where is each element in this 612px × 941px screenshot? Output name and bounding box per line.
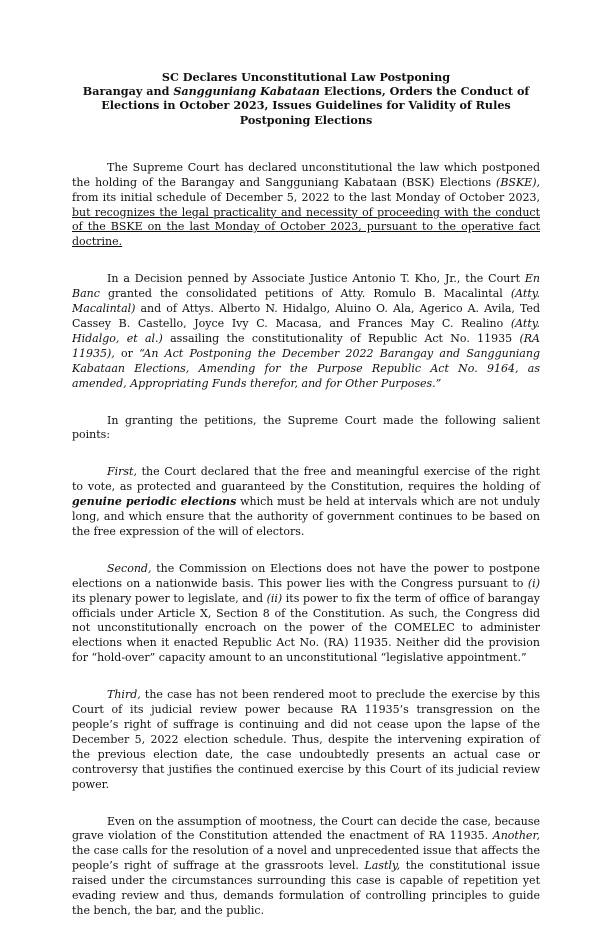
paragraph-first-point <box>72 465 540 540</box>
p5-italic-2: (i) <box>527 576 540 590</box>
p2-italic-4: (RA 11935), <box>72 331 540 360</box>
title-line-4: Postponing Elections <box>239 112 373 127</box>
document-page <box>72 70 540 941</box>
title-line-2-end: Elections, Orders the Conduct of <box>319 84 530 99</box>
paragraph-second-point <box>72 562 540 666</box>
p5-text-1: the Commission on Elections does not have the power to postpone elections on a nationwide basis. This power lies with the Congress pursuant to <box>72 561 540 590</box>
p2-italic-3: (Atty. Hidalgo, et al.) <box>72 316 540 345</box>
p3-text-1: In granting the petitions, the Supreme Court made the following salient points: <box>72 413 540 442</box>
paragraph-third-point <box>72 688 540 792</box>
p2-text-1: In a Decision penned by Associate Justice Antonio T. Kho, Jr., the Court <box>107 272 525 286</box>
p5-italic-1: Second, <box>107 561 152 575</box>
p6-italic-1: Third, <box>107 688 141 702</box>
paragraph-decision-details <box>72 272 540 391</box>
title-line-2-start: Barangay and <box>82 84 174 99</box>
p5-text-3: its power to fix the term of office of barangay officials under Article X, Section 8 of the Constitution. As such, the Congress did not unconstitutionally encroach on the power of the COMELEC to administer elections when it enacted Republic Act No. (RA) 11935. Neither did the provision for “hold-over” capacity amount to an unconstitutional “legislative appointment.” <box>72 591 540 665</box>
p5-italic-3: (ii) <box>266 591 283 605</box>
document-title <box>72 70 540 127</box>
p4-text-2: which must be held at intervals which are not unduly long, and which ensure that the authority of government continues to be based on the free expression of the will of electors. <box>72 495 540 538</box>
p7-italic-2: Lastly, <box>364 859 401 873</box>
p4-text-1: the Court declared that the free and meaningful exercise of the right to vote, as protected and guaranteed by the Constitution, requires the holding of <box>72 465 540 494</box>
p4-bold-italic-1: genuine periodic elections <box>72 495 237 509</box>
title-line-2 <box>72 84 540 98</box>
paragraph-mootness <box>72 815 540 919</box>
p6-text-1: the case has not been rendered moot to preclude the exercise by this Court of its judicial review power because RA 11935’s transgression on the people’s right of suffrage is continuing and did not cease upon the lapse of the December 5, 2022 election schedule. Thus, despite the intervening expiration of the previous election date, the case undoubtedly presents an actual case or controversy that justifies the continued exercise by this Court of its judicial review power. <box>72 688 540 791</box>
p2-text-3: and of Attys. Alberto N. Hidalgo, Aluino O. Ala, Agerico A. Avila, Ted Cassey B. Castello, Joyce Ivy C. Macasa, and Frances May C. Realino <box>72 302 540 330</box>
p2-italic-1: En Banc <box>72 272 540 301</box>
p7-italic-1: Another, <box>492 829 540 843</box>
p5-text-2: its plenary power to legislate, and <box>72 591 267 605</box>
p7-text-3: the constitutional issue raised under the circumstances surrounding this case is capable of repetition yet evading review and thus, demands formulation of controlling principles to guide the bench, the bar, and the public. <box>72 859 540 917</box>
p2-text-5: or <box>114 346 140 360</box>
p1-text-2: from its initial schedule of December 5, 2022 to the last Monday of October 2023, <box>72 190 540 204</box>
paragraph-salient-points-intro <box>72 414 540 444</box>
title-line-1: SC Declares Unconstitutional Law Postponing <box>161 70 451 84</box>
p7-text-1: Even on the assumption of mootness, the Court can decide the case, because grave violation of the Constitution attended the enactment of RA 11935. <box>72 814 540 843</box>
p7-text-2: the case calls for the resolution of a novel and unprecedented issue that affects the people’s right of suffrage at the grassroots level. <box>72 844 540 873</box>
p4-italic-1: First, <box>107 465 137 479</box>
p1-text-1: The Supreme Court has declared unconstitutional the law which postponed the holding of the Barangay and Sangguniang Kabataan (BSK) Elections <box>72 160 540 189</box>
paragraph-ruling-summary <box>72 161 540 250</box>
p2-text-2: granted the consolidated petitions of Atty. Romulo B. Macalintal <box>99 287 511 301</box>
title-line-2-italic: Sangguniang Kabataan <box>173 84 320 99</box>
title-line-3: Elections in October 2023, Issues Guidelines for Validity of Rules <box>101 98 511 113</box>
p2-italic-2: (Atty. Macalintal) <box>72 287 540 316</box>
p1-underlined-1: but recognizes the legal practicality and necessity of proceeding with the conduct of the BSKE on the last Monday of October 2023, pursuant to the operative fact doctrine. <box>72 205 540 249</box>
p2-italic-5: “An Act Postponing the December 2022 Barangay and Sangguniang Kabataan Elections, Amending for the Purpose Republic Act No. 9164, as amended, Appropriating Funds therefor, and for Other Purposes.” <box>72 346 540 390</box>
p2-text-4: assailing the constitutionality of Republic Act No. 11935 <box>162 331 520 345</box>
p1-italic-1: (BSKE), <box>496 175 540 189</box>
